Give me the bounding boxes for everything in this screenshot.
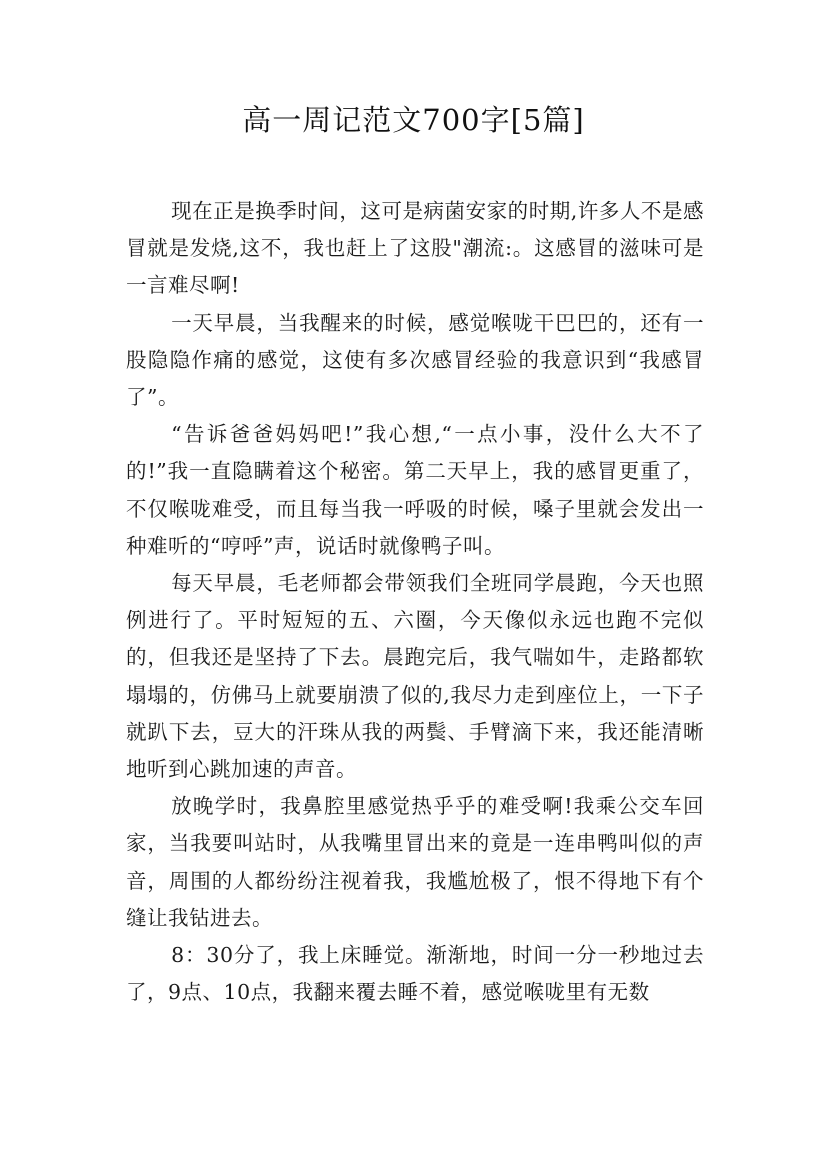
paragraph-1: 现在正是换季时间，这可是病菌安家的时期,许多人不是感冒就是发烧,这不，我也赶上了这股"潮流:。这感冒的滋味可是一言难尽啊! [126, 199, 704, 298]
paragraph-5: 放晚学时，我鼻腔里感觉热乎乎的难受啊!我乘公交车回家，当我要叫站时，从我嘴里冒出来的竟是一连串鸭叫似的声音，周围的人都纷纷注视着我，我尴尬极了，恨不得地下有个缝让我钻进去。 [126, 794, 704, 930]
paragraph-2: 一天早晨，当我醒来的时候，感觉喉咙干巴巴的，还有一股隐隐作痛的感觉，这使有多次感冒经验的我意识到“我感冒了”。 [126, 310, 704, 410]
paragraph-6: 8：30分了，我上床睡觉。渐渐地，时间一分一秒地过去了，9点、10点，我翻来覆去睡不着，感觉喉咙里有无数 [126, 943, 704, 1005]
document-body [126, 193, 704, 1011]
paragraph-3: “告诉爸爸妈妈吧!”我心想,“一点小事，没什么大不了的!”我一直隐瞒着这个秘密。第二天早上，我的感冒更重了，不仅喉咙难受，而且每当我一呼吸的时候，嗓子里就会发出一种难听的“哼呼”声，说话时就像鸭子叫。 [126, 422, 704, 558]
document-title: 高一周记范文700字[5篇] [242, 103, 585, 137]
paragraph-4: 每天早晨，毛老师都会带领我们全班同学晨跑，今天也照例进行了。平时短短的五、六圈，今天像似永远也跑不完似的，但我还是坚持了下去。晨跑完后，我气喘如牛，走路都软塌塌的，仿佛马上就要崩溃了似的,我尽力走到座位上，一下子就趴下去，豆大的汗珠从我的两鬓、手臂滴下来，我还能清晰地听到心跳加速的声音。 [126, 571, 704, 782]
